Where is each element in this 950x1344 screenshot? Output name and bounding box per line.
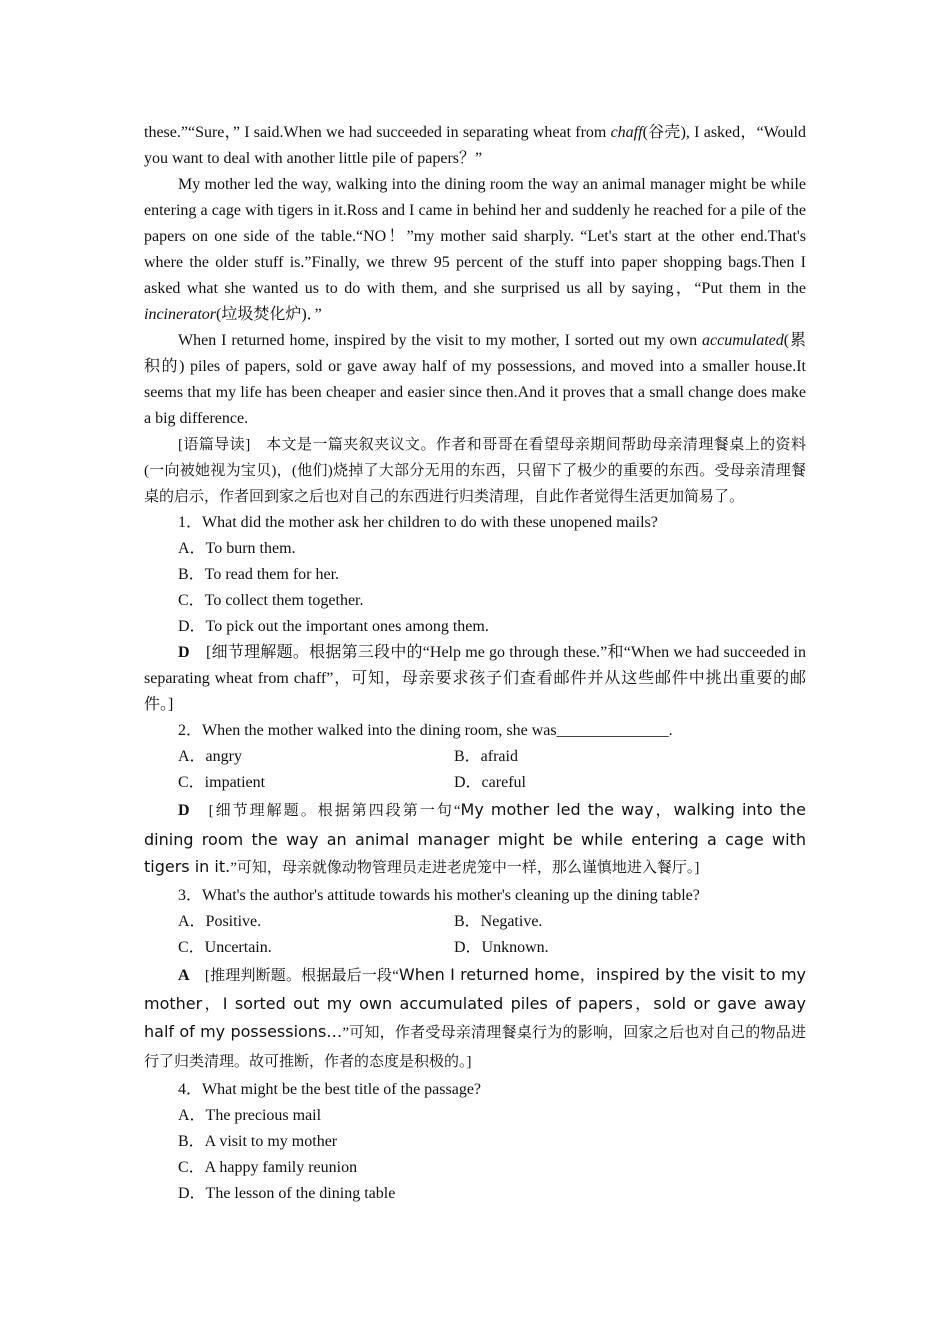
q1-explanation: [144, 640, 806, 718]
text: (垃圾焚化炉)．”: [216, 306, 322, 323]
q3-explanation-text: ”可知，作者受母亲清理餐桌行为的影响，回家之后也对自己的物品进行了归类清理。故可推断，作者的态度是积极的。]: [144, 1024, 806, 1070]
q3-explanation-quote: When I returned home，inspired by the visit to my mother，I sorted out my own accumulated piles of papers，sold or gave away half of my possessions…: [144, 964, 806, 1041]
q3-option-d: D．Unknown.: [454, 938, 549, 956]
q3-answer: A: [178, 966, 190, 984]
q2-options-row-2: [144, 770, 806, 796]
text: My mother led the way, walking into the dining room the way an animal manager might be while entering a cage with tigers in it.Ross and I came in behind her and suddenly he reached for a pile of the papers on one side of the table.“NO！”my mother said sharply. “Let's start at the other end.That's where the older stuff is.”Finally, we threw 95 percent of the stuff into paper shopping bags.Then I asked what she wanted us to do with them, and she surprised us all by saying，“Put them in the: [144, 176, 806, 297]
q3-options-row-1: [144, 909, 806, 935]
text: these.”“Sure，” I said.When we had succeeded in separating wheat from: [144, 124, 611, 141]
q2-explanation: [144, 796, 806, 883]
q1-answer: D: [178, 644, 190, 661]
q2-answer: D: [178, 802, 190, 819]
paragraph-3: [144, 328, 806, 432]
q3-option-c: C．Uncertain.: [178, 938, 272, 956]
guide-label: [语篇导读]: [178, 437, 251, 453]
q1-explanation-text: [细节理解题。根据第三段中的“Help me go through these.”和“When we had succeeded in separating wheat from chaff”，可知，母亲要求孩子们查看邮件并从这些邮件中挑出重要的邮件。]: [144, 644, 806, 713]
q4-option-c: C．A happy family reunion: [178, 1158, 358, 1176]
guide-text: 本文是一篇夹叙夹议文。作者和哥哥在看望母亲期间帮助母亲清理餐桌上的资料(一向被她视为宝贝)，(他们)烧掉了大部分无用的东西，只留下了极少的重要的东西。受母亲清理餐桌的启示，作者回到家之后也对自己的东西进行归类清理，自此作者觉得生活更加简易了。: [144, 437, 806, 505]
q2-option-a: A．angry: [178, 748, 242, 765]
text: (谷壳), I asked，“Would you want to deal with another little pile of papers？”: [144, 124, 806, 167]
q2-options-row-1: [144, 744, 806, 770]
q3-options-row-2: [144, 935, 806, 961]
question-4-stem: 4．What might be the best title of the passage?: [178, 1080, 482, 1098]
q3-explanation: [144, 961, 806, 1077]
text: (累积的) piles of papers, sold or gave away half of my possessions, and moved into a smaller house.It seems that my life has been cheaper and easier since then.And it proves that a small change does make a big difference.: [144, 332, 806, 427]
italic-term: incinerator: [144, 306, 216, 323]
q2-explanation-quote: My mother led the way，walking into the dining room the way an animal manager might be while entering a cage with tigers in it.: [144, 800, 806, 876]
q3-option-a: A．Positive.: [178, 912, 262, 930]
q2-explanation-text: [细节理解题。根据第四段第一句“: [189, 803, 461, 819]
q1-option-d: D．To pick out the important ones among them.: [178, 618, 489, 635]
q2-explanation-text: ”可知，母亲就像动物管理员走进老虎笼中一样，那么谨慎地进入餐厅。]: [230, 860, 700, 876]
italic-term: accumulated: [702, 332, 784, 349]
reading-guide: [144, 432, 806, 510]
question-1-stem: 1．What did the mother ask her children to do with these unopened mails?: [178, 514, 658, 531]
q3-option-b: B．Negative.: [454, 912, 543, 930]
italic-term: chaff: [610, 124, 643, 141]
document-page: [144, 120, 806, 1207]
q3-explanation-text: [推理判断题。根据最后一段“: [189, 967, 399, 984]
paragraph-1: [144, 120, 806, 172]
text: When I returned home, inspired by the visit to my mother, I sorted out my own: [178, 332, 702, 349]
q2-option-d: D．careful: [454, 774, 526, 791]
question-2-stem: 2．When the mother walked into the dining room, she was______________.: [178, 722, 673, 739]
q2-option-c: C．impatient: [178, 774, 266, 791]
paragraph-2: [144, 172, 806, 328]
q1-option-c: C．To collect them together.: [178, 592, 364, 609]
question-3-stem: 3．What's the author's attitude towards his mother's cleaning up the dining table?: [178, 886, 700, 904]
q4-option-a: A．The precious mail: [178, 1106, 322, 1124]
q2-option-b: B．afraid: [454, 748, 518, 765]
q4-option-b: B．A visit to my mother: [178, 1132, 338, 1150]
q1-option-b: B．To read them for her.: [178, 566, 340, 583]
q1-option-a: A．To burn them.: [178, 540, 296, 557]
q4-option-d: D．The lesson of the dining table: [178, 1184, 396, 1202]
